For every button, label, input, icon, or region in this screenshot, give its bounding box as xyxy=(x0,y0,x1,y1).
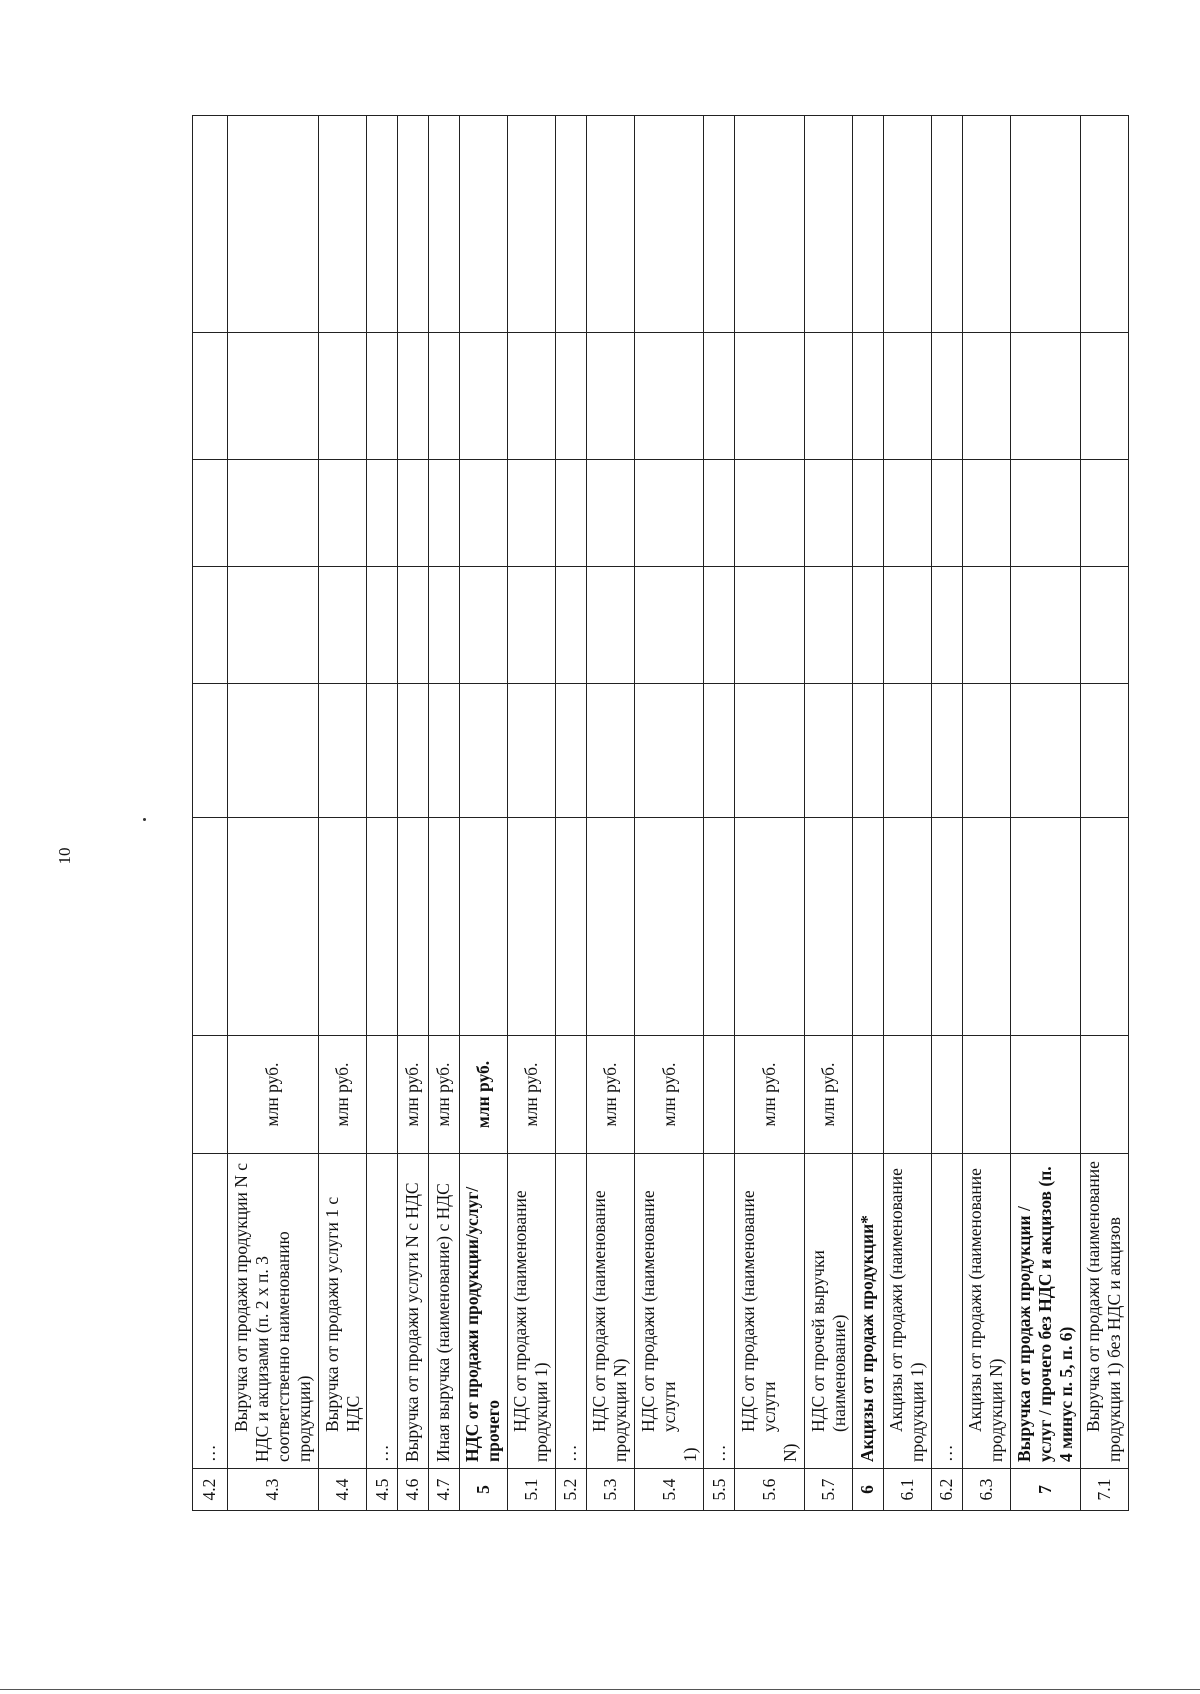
value-cell xyxy=(507,818,555,1036)
indicator-name xyxy=(555,1154,586,1469)
value-cell xyxy=(507,460,555,567)
row-number: 6.3 xyxy=(962,1469,1010,1511)
indicator-name-text: НДС от продажи продукции/услуг/прочего xyxy=(462,1186,504,1462)
unit-cell: млн руб. xyxy=(586,1036,634,1154)
indicator-name-text: продукции 1) без НДС и акцизов xyxy=(1104,1216,1125,1462)
value-cell xyxy=(962,333,1010,460)
table-row xyxy=(634,116,704,1511)
indicator-name xyxy=(398,1154,429,1469)
indicator-name-lead: НДС от прочей выручки (наименование) xyxy=(807,1250,849,1432)
value-cell xyxy=(227,333,318,460)
value-cell xyxy=(227,684,318,818)
value-cell xyxy=(555,567,586,684)
value-cell xyxy=(319,333,367,460)
indicator-name-text: Выручка от продажи услуги N с НДС xyxy=(402,1182,423,1462)
value-cell xyxy=(1080,333,1128,460)
indicator-name xyxy=(193,1154,228,1469)
value-cell xyxy=(428,460,459,567)
indicator-name-text: … xyxy=(936,1444,957,1462)
value-cell xyxy=(883,333,931,460)
value-cell xyxy=(555,460,586,567)
unit-cell: млн руб. xyxy=(459,1036,507,1154)
value-cell xyxy=(319,818,367,1036)
indicator-name-text: Акцизы от продаж продукции* xyxy=(857,1215,878,1462)
indicator-name-text: … xyxy=(371,1444,392,1462)
value-cell xyxy=(735,116,805,333)
value-cell xyxy=(193,460,228,567)
value-cell xyxy=(555,684,586,818)
row-number: 7.1 xyxy=(1080,1469,1128,1511)
indicator-name xyxy=(1010,1154,1080,1469)
indicator-name xyxy=(932,1154,963,1469)
value-cell xyxy=(853,460,884,567)
value-cell xyxy=(367,818,398,1036)
unit-cell: млн руб. xyxy=(735,1036,805,1154)
indicator-name-text: продукции N) xyxy=(986,1358,1007,1462)
table-row xyxy=(507,116,555,1511)
indicator-name-text: … xyxy=(560,1444,581,1462)
indicator-name-lead: Акцизы от продажи (наименование xyxy=(886,1168,907,1432)
unit-cell xyxy=(704,1036,735,1154)
value-cell xyxy=(507,333,555,460)
indicator-name xyxy=(227,1154,318,1469)
indicator-name xyxy=(367,1154,398,1469)
value-cell xyxy=(507,684,555,818)
value-cell xyxy=(704,460,735,567)
value-cell xyxy=(853,684,884,818)
table-row xyxy=(853,116,884,1511)
table-row xyxy=(193,116,228,1511)
value-cell xyxy=(319,116,367,333)
table-row xyxy=(735,116,805,1511)
unit-cell xyxy=(193,1036,228,1154)
value-cell xyxy=(555,333,586,460)
value-cell xyxy=(883,460,931,567)
value-cell xyxy=(227,116,318,333)
value-cell xyxy=(1010,333,1080,460)
unit-cell xyxy=(1080,1036,1128,1154)
table-row xyxy=(586,116,634,1511)
value-cell xyxy=(634,460,704,567)
row-number: 4.7 xyxy=(428,1469,459,1511)
value-cell xyxy=(586,567,634,684)
indicator-name-lead: Акцизы от продажи (наименование xyxy=(965,1168,986,1432)
value-cell xyxy=(319,684,367,818)
indicator-name xyxy=(319,1154,367,1469)
value-cell xyxy=(428,684,459,818)
value-cell xyxy=(634,818,704,1036)
indicator-name xyxy=(1080,1154,1128,1469)
value-cell xyxy=(1080,818,1128,1036)
indicator-name xyxy=(883,1154,931,1469)
table-row xyxy=(428,116,459,1511)
indicator-name xyxy=(586,1154,634,1469)
value-cell xyxy=(804,567,852,684)
row-number: 4.5 xyxy=(367,1469,398,1511)
value-cell xyxy=(398,818,429,1036)
value-cell xyxy=(459,116,507,333)
value-cell xyxy=(804,333,852,460)
value-cell xyxy=(634,684,704,818)
value-cell xyxy=(932,684,963,818)
value-cell xyxy=(883,567,931,684)
value-cell xyxy=(459,567,507,684)
table-row xyxy=(1010,116,1080,1511)
table-row xyxy=(704,116,735,1511)
indicator-name xyxy=(507,1154,555,1469)
value-cell xyxy=(853,567,884,684)
value-cell xyxy=(804,116,852,333)
table-row xyxy=(367,116,398,1511)
row-number: 5.4 xyxy=(634,1469,704,1511)
value-cell xyxy=(1010,567,1080,684)
value-cell xyxy=(428,818,459,1036)
row-number: 5 xyxy=(459,1469,507,1511)
unit-cell: млн руб. xyxy=(804,1036,852,1154)
value-cell xyxy=(853,333,884,460)
value-cell xyxy=(428,116,459,333)
value-cell xyxy=(735,333,805,460)
value-cell xyxy=(193,116,228,333)
row-number: 6.2 xyxy=(932,1469,963,1511)
indicator-name-lead: Выручка от продажи (наименование xyxy=(1083,1161,1104,1432)
value-cell xyxy=(193,567,228,684)
row-number: 5.1 xyxy=(507,1469,555,1511)
value-cell xyxy=(932,333,963,460)
value-cell xyxy=(586,333,634,460)
table-row xyxy=(883,116,931,1511)
value-cell xyxy=(962,116,1010,333)
value-cell xyxy=(932,460,963,567)
unit-cell xyxy=(883,1036,931,1154)
value-cell xyxy=(634,567,704,684)
value-cell xyxy=(555,818,586,1036)
value-cell xyxy=(853,818,884,1036)
indicator-name-text: продукции 1) xyxy=(531,1362,552,1462)
table-row xyxy=(319,116,367,1511)
table-row xyxy=(398,116,429,1511)
indicator-name-text: … xyxy=(708,1444,729,1462)
table-row xyxy=(962,116,1010,1511)
row-number: 7 xyxy=(1010,1469,1080,1511)
unit-cell xyxy=(853,1036,884,1154)
unit-cell: млн руб. xyxy=(227,1036,318,1154)
indicators-table xyxy=(192,115,1129,1511)
value-cell xyxy=(1010,116,1080,333)
indicator-name-lead: НДС от продажи (наименование xyxy=(510,1190,531,1432)
value-cell xyxy=(319,567,367,684)
value-cell xyxy=(398,333,429,460)
indicator-name xyxy=(704,1154,735,1469)
value-cell xyxy=(459,460,507,567)
row-number: 5.3 xyxy=(586,1469,634,1511)
value-cell xyxy=(883,684,931,818)
value-cell xyxy=(1010,818,1080,1036)
value-cell xyxy=(586,684,634,818)
table-row xyxy=(459,116,507,1511)
value-cell xyxy=(227,818,318,1036)
value-cell xyxy=(367,567,398,684)
unit-cell: млн руб. xyxy=(398,1036,429,1154)
indicator-name-lead: НДС от продажи (наименование услуги xyxy=(637,1190,679,1432)
value-cell xyxy=(319,460,367,567)
value-cell xyxy=(962,460,1010,567)
indicator-name xyxy=(962,1154,1010,1469)
row-number: 4.4 xyxy=(319,1469,367,1511)
value-cell xyxy=(704,333,735,460)
row-number: 5.2 xyxy=(555,1469,586,1511)
value-cell xyxy=(586,116,634,333)
value-cell xyxy=(883,116,931,333)
row-number: 4.2 xyxy=(193,1469,228,1511)
indicator-name xyxy=(853,1154,884,1469)
value-cell xyxy=(735,567,805,684)
value-cell xyxy=(704,818,735,1036)
value-cell xyxy=(1080,460,1128,567)
value-cell xyxy=(428,567,459,684)
value-cell xyxy=(704,116,735,333)
table-row xyxy=(555,116,586,1511)
indicator-name xyxy=(459,1154,507,1469)
value-cell xyxy=(962,567,1010,684)
value-cell xyxy=(367,333,398,460)
value-cell xyxy=(555,116,586,333)
rotated-table xyxy=(192,116,1129,1511)
value-cell xyxy=(227,567,318,684)
table-row xyxy=(227,116,318,1511)
unit-cell xyxy=(932,1036,963,1154)
indicator-name xyxy=(634,1154,704,1469)
value-cell xyxy=(804,818,852,1036)
value-cell xyxy=(459,333,507,460)
value-cell xyxy=(932,567,963,684)
unit-cell: млн руб. xyxy=(319,1036,367,1154)
value-cell xyxy=(193,818,228,1036)
value-cell xyxy=(1080,684,1128,818)
indicator-name-text: N) xyxy=(780,1443,801,1462)
value-cell xyxy=(962,818,1010,1036)
value-cell xyxy=(1080,567,1128,684)
row-number: 5.6 xyxy=(735,1469,805,1511)
indicator-name-text: … xyxy=(199,1444,220,1462)
indicator-name-text: продукции N) xyxy=(610,1358,631,1462)
value-cell xyxy=(853,116,884,333)
table-row xyxy=(1080,116,1128,1511)
unit-cell: млн руб. xyxy=(507,1036,555,1154)
value-cell xyxy=(932,116,963,333)
row-number: 4.6 xyxy=(398,1469,429,1511)
value-cell xyxy=(735,818,805,1036)
value-cell xyxy=(193,684,228,818)
indicator-name-lead: НДС от продажи (наименование xyxy=(589,1190,610,1432)
value-cell xyxy=(428,333,459,460)
value-cell xyxy=(804,460,852,567)
table-body xyxy=(193,116,1129,1511)
value-cell xyxy=(398,116,429,333)
value-cell xyxy=(932,818,963,1036)
value-cell xyxy=(367,684,398,818)
unit-cell xyxy=(1010,1036,1080,1154)
row-number: 6 xyxy=(853,1469,884,1511)
value-cell xyxy=(804,684,852,818)
value-cell xyxy=(398,460,429,567)
unit-cell xyxy=(962,1036,1010,1154)
row-number: 4.3 xyxy=(227,1469,318,1511)
row-number: 5.7 xyxy=(804,1469,852,1511)
value-cell xyxy=(367,460,398,567)
unit-cell xyxy=(555,1036,586,1154)
value-cell xyxy=(507,116,555,333)
table-row xyxy=(804,116,852,1511)
row-number: 5.5 xyxy=(704,1469,735,1511)
value-cell xyxy=(962,684,1010,818)
value-cell xyxy=(586,818,634,1036)
value-cell xyxy=(193,333,228,460)
value-cell xyxy=(735,684,805,818)
value-cell xyxy=(459,684,507,818)
indicator-name-lead: Выручка от продажи продукции N с xyxy=(230,1162,251,1432)
value-cell xyxy=(704,567,735,684)
value-cell xyxy=(367,116,398,333)
indicator-name-text: Иная выручка (наименование) с НДС xyxy=(433,1183,454,1462)
page-number: 10 xyxy=(55,847,74,865)
value-cell xyxy=(398,684,429,818)
value-cell xyxy=(507,567,555,684)
row-number: 6.1 xyxy=(883,1469,931,1511)
scan-speck xyxy=(143,818,146,821)
value-cell xyxy=(459,818,507,1036)
value-cell xyxy=(735,460,805,567)
value-cell xyxy=(398,567,429,684)
indicator-name-text: НДС и акцизами (п. 2 x п. 3 соответственно наименованию продукции) xyxy=(251,1231,314,1462)
indicator-name-lead: Выручка от продажи услуги 1 с НДС xyxy=(321,1196,363,1432)
value-cell xyxy=(634,116,704,333)
indicator-name-text: Выручка от продаж продукции / услуг / прочего без НДС и акцизов (п. 4 минус п. 5, п. 6) xyxy=(1013,1166,1076,1462)
unit-cell: млн руб. xyxy=(634,1036,704,1154)
value-cell xyxy=(586,460,634,567)
value-cell xyxy=(704,684,735,818)
indicator-name xyxy=(428,1154,459,1469)
unit-cell xyxy=(367,1036,398,1154)
indicator-name-lead: НДС от продажи (наименование услуги xyxy=(738,1190,780,1432)
value-cell xyxy=(227,460,318,567)
value-cell xyxy=(1010,460,1080,567)
indicator-name xyxy=(735,1154,805,1469)
unit-cell: млн руб. xyxy=(428,1036,459,1154)
value-cell xyxy=(634,333,704,460)
value-cell xyxy=(1080,116,1128,333)
indicator-name-text: 1) xyxy=(679,1447,700,1462)
bottom-rule xyxy=(0,1689,1200,1690)
table-row xyxy=(932,116,963,1511)
value-cell xyxy=(883,818,931,1036)
indicator-name-text: продукции 1) xyxy=(907,1362,928,1462)
indicator-name xyxy=(804,1154,852,1469)
value-cell xyxy=(1010,684,1080,818)
